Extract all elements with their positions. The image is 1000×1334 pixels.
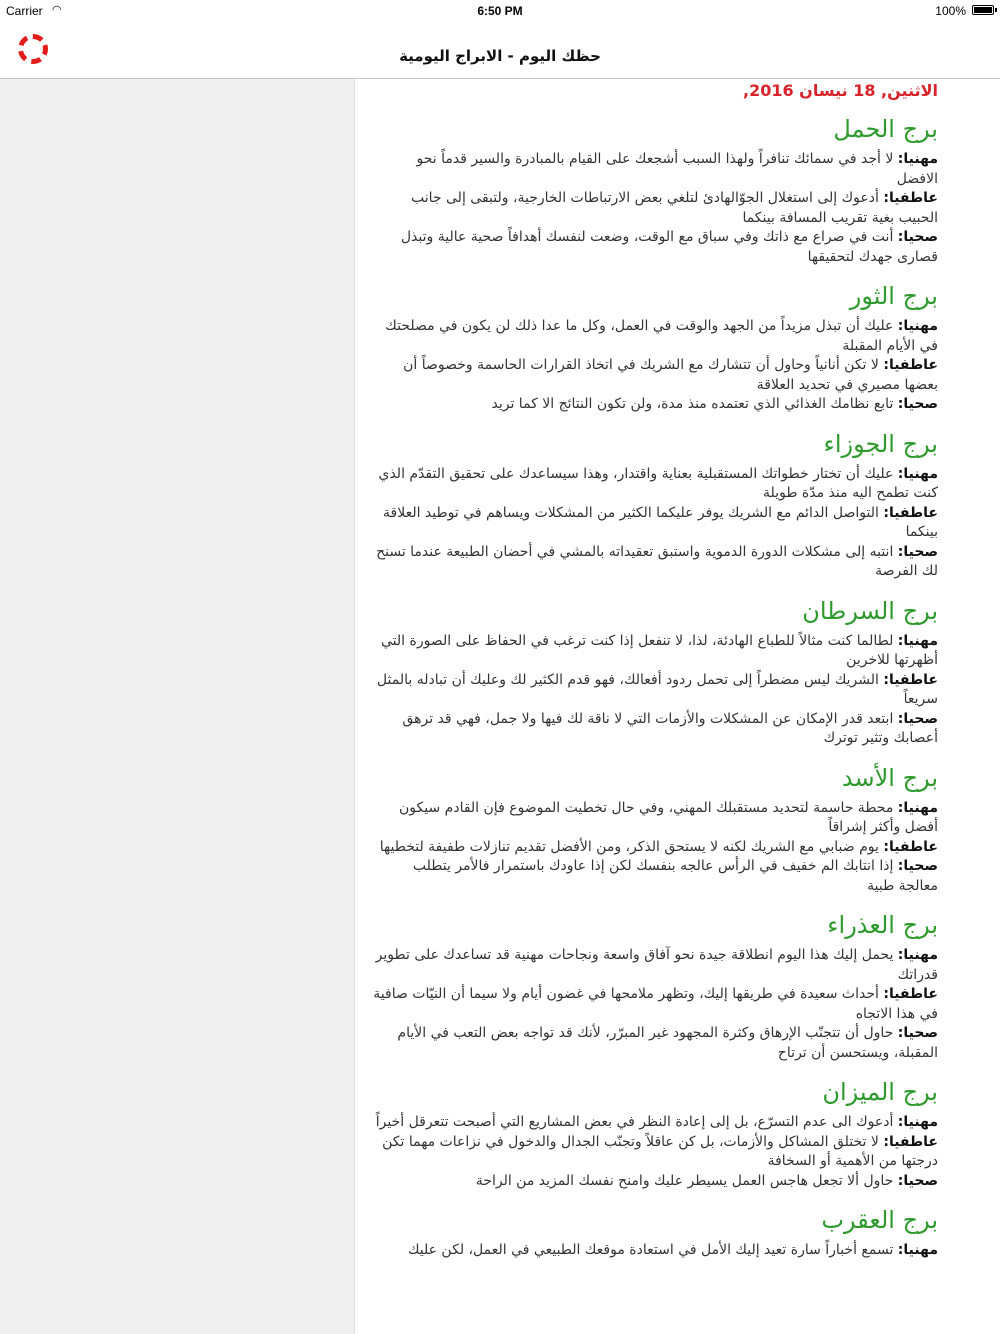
horoscope-line (372, 671, 938, 710)
battery-icon (972, 5, 994, 15)
horoscope-line (372, 857, 938, 896)
horoscope-line (372, 543, 938, 582)
horoscope-line (372, 504, 938, 543)
signs-list (372, 114, 938, 1261)
category-text: حاول ألا تجعل هاجس العمل يسيطر عليك وامنح نفسك المزيد من الراحة (475, 1172, 898, 1189)
category-text: لا تكن أنانياً وحاول أن تتشارك مع الشريك في اتخاذ القرارات الحاسمة وخصوصاً أن بعضها مصيري في تحديد العلاقة (403, 357, 938, 393)
sign-section (372, 596, 938, 749)
category-label: عاطفيا: (883, 986, 938, 1002)
horoscope-line (372, 228, 938, 267)
category-text: يحمل إليك هذا اليوم انطلاقة جيدة نحو آفاق واسعة ونجاحات مهنية قد تساعدك على تطوير قدراتك (375, 947, 938, 983)
sign-section (372, 114, 938, 267)
horoscope-line (372, 710, 938, 749)
category-text: تابع نظامك الغذائي الذي تعتمده منذ مدة، ولن تكون النتائج الا كما تريد (491, 396, 898, 412)
sign-title: برج العذراء (827, 911, 938, 939)
category-text: محطة حاسمة لتحديد مستقبلك المهني، وفي حال تخطيت الموضوع فإن القادم سيكون أفضل وأكثر إشراقاً (399, 799, 938, 835)
horoscope-line (372, 799, 938, 838)
wifi-icon: ◠ (52, 4, 62, 16)
category-text: لا تختلق المشاكل والأزمات، بل كن عاقلاً وتجنّب الجدال والدخول في نزاعات مهما تكن درجتها من الأهمية أو السخافة (382, 1133, 938, 1169)
category-text: الشريك ليس مضطراً إلى تحمل ردود أفعالك، فهو قدم الكثير لك وعليك أن تبادله بالمثل سريعاً (376, 671, 938, 707)
category-label: صحيا: (897, 543, 938, 560)
category-label: مهنيا: (897, 318, 938, 334)
sign-section (372, 763, 938, 897)
category-label: صحيا: (897, 1025, 938, 1041)
category-text: انتبه إلى مشكلات الدورة الدموية واستبق تعقيداته بالمشي في أحضان الطبيعة عندما تسنح لك الفرصة (376, 543, 938, 579)
page-title: حظك اليوم - الابراج اليومية (399, 47, 601, 65)
horoscope-line (372, 1024, 938, 1063)
category-label: صحيا: (897, 858, 938, 874)
date-label: الاثنين, 18 نيسان 2016, (742, 81, 938, 100)
category-label: صحيا: (897, 229, 938, 245)
horoscope-line (372, 838, 938, 858)
category-label: مهنيا: (897, 1114, 938, 1130)
horoscope-line (372, 632, 938, 671)
sign-title: برج السرطان (802, 596, 938, 625)
category-text: تسمع أخباراً سارة تعيد إليك الأمل في استعادة موقعك الطبيعي في العمل، لكن عليك (407, 1242, 898, 1258)
horoscope-line (372, 189, 938, 228)
category-text: ابتعد قدر الإمكان عن المشكلات والأزمات التي لا ناقة لك فيها ولا جمل، فهي قد ترهق أعصابك وتثير توترك (402, 710, 938, 746)
sign-title: برج الحمل (833, 115, 938, 143)
horoscope-line (372, 356, 938, 395)
category-text: عليك أن تختار خطواتك المستقبلية بعناية واقتدار، وهذا سيساعدك على تحقيق التقدّم الذي كنت تطمح اليه منذ مدّة طويلة (378, 465, 938, 501)
category-label: مهنيا: (897, 151, 938, 167)
horoscope-line (372, 985, 938, 1024)
horoscope-line (372, 395, 938, 415)
category-text: أحداث سعيدة في طريقها إليك، وتظهر ملامحها في غضون أيام ولا سيما أن النيّات صافية في هذا الاتجاه (373, 986, 938, 1022)
carrier-label: Carrier (6, 4, 43, 18)
category-text: عليك أن تبذل مزيداً من الجهد والوقت في العمل، وكل ما عدا ذلك لن يكون في مصلحتك في الأيام المقبلة (385, 318, 938, 354)
horoscope-content[interactable] (372, 80, 938, 1275)
sign-section (372, 281, 938, 415)
horoscope-line (372, 150, 938, 189)
category-label: عاطفيا: (883, 357, 938, 373)
sign-section (372, 1077, 938, 1191)
horoscope-line (372, 1241, 938, 1261)
category-text: أنت في صراع مع ذاتك وفي سباق مع الوقت، وضعت لنفسك أهدافاً صحية عالية وتبذل قصارى جهدك لتحقيقها (400, 229, 938, 265)
category-label: عاطفيا: (883, 671, 938, 688)
battery-percent: 100% (935, 4, 966, 18)
category-label: عاطفيا: (883, 504, 938, 521)
category-label: عاطفيا: (883, 1133, 938, 1150)
category-label: عاطفيا: (883, 190, 938, 206)
sign-title: برج الثور (849, 282, 938, 310)
category-label: مهنيا: (897, 465, 938, 482)
category-text: أدعوك الى عدم التسرّع، بل إلى إعادة النظر في بعض المشاريع التي أصبحت تتعرقل أخيراً (375, 1114, 898, 1130)
horoscope-line (372, 1133, 938, 1172)
category-text: أدعوك إلى استغلال الجوّالهادئ لتلغي بعض الارتباطات الخارجية، ولتبقى إلى جانب الحبيب بغية تقريب المسافة بينكما (411, 190, 938, 226)
horoscope-line (372, 465, 938, 504)
category-label: مهنيا: (897, 632, 938, 649)
horoscope-line (372, 317, 938, 356)
category-label: صحيا: (897, 396, 938, 412)
sign-section (372, 429, 938, 582)
battery-fill (974, 7, 992, 13)
category-label: مهنيا: (897, 799, 938, 816)
horoscope-line (372, 1113, 938, 1133)
category-label: صحيا: (897, 710, 938, 727)
category-text: إذا انتابك الم خفيف في الرأس عالجه بنفسك لكن إذا عاودك باستمرار فالأمر يتطلب معالجة طبية (412, 858, 938, 894)
horoscope-line (372, 946, 938, 985)
category-text: يوم ضبابي مع الشريك لكنه لا يستحق الذكر، ومن الأفضل تقديم تنازلات طفيفة لتخطيها (379, 838, 884, 855)
nav-bar (0, 22, 1000, 79)
category-text: التواصل الدائم مع الشريك يوفر عليكما الكثير من المشكلات ويساهم في توطيد العلاقة بينكما (383, 504, 938, 540)
category-label: صحيا: (897, 1172, 938, 1189)
sign-section (372, 1205, 938, 1261)
status-bar (0, 0, 1000, 22)
sign-title: برج العقرب (821, 1206, 938, 1234)
sign-section (372, 910, 938, 1063)
category-text: لا أجد في سمائك تنافراً ولهذا السبب أشجعك على القيام بالمبادرة والسير قدماً نحو الافضل (416, 151, 938, 187)
horoscope-line (372, 1172, 938, 1192)
sign-title: برج الجوزاء (823, 429, 938, 458)
sign-title: برج الأسد (841, 763, 938, 792)
category-label: مهنيا: (897, 947, 938, 963)
category-text: لطالما كنت مثالاً للطباع الهادئة، لذا، لا تنفعل إذا كنت ترغب في الحفاظ على الصورة التي أظهرتها للاخرين (381, 632, 938, 668)
status-time: 6:50 PM (477, 4, 523, 18)
sidebar-placeholder (0, 79, 355, 1334)
category-text: حاول أن تتجنّب الإرهاق وكثرة المجهود غير المبرّر، لأنك قد تواجه بعض التعب في الأيام المقبلة، ويستحسن أن ترتاح (397, 1025, 938, 1061)
sign-title: برج الميزان (822, 1078, 938, 1106)
category-label: مهنيا: (897, 1242, 938, 1258)
category-label: عاطفيا: (883, 838, 938, 855)
